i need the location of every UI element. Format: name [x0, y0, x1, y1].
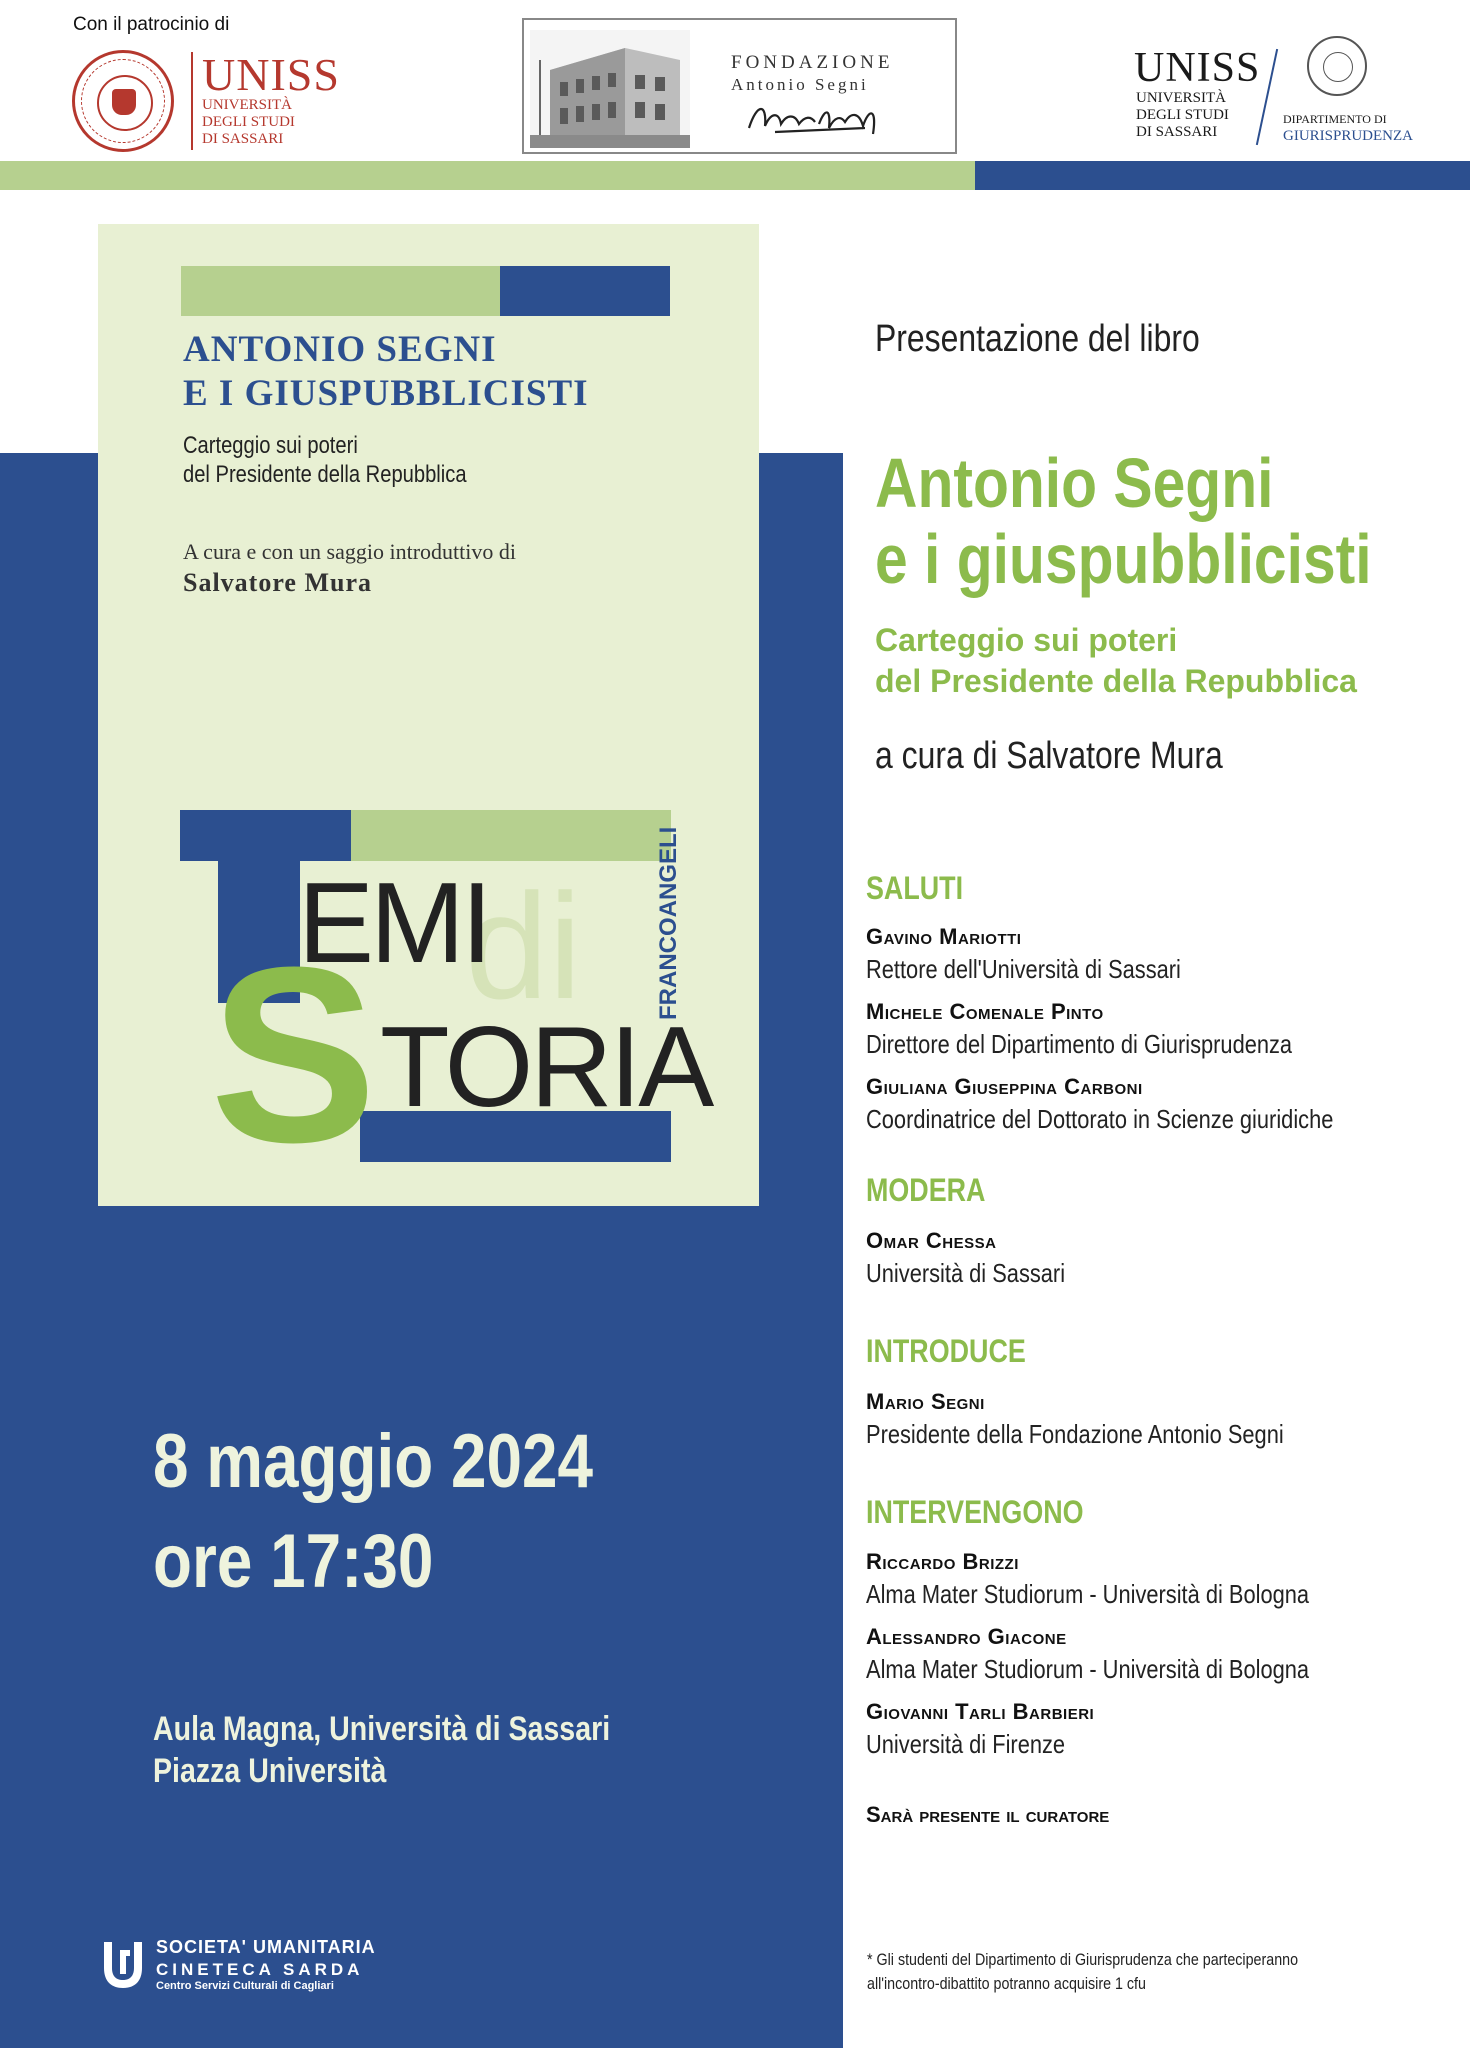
cover-curator: Salvatore Mura: [183, 568, 372, 597]
speaker-role: Alma Mater Studiorum - Università di Bologna: [866, 1579, 1310, 1609]
section-introduce: INTRODUCE: [866, 1333, 1026, 1369]
series-s: S: [210, 915, 369, 1194]
event-venue: Aula Magna, Università di Sassari: [153, 1710, 611, 1748]
cover-bar-blue: [500, 266, 670, 316]
uniss-dept-logo-line: DI SASSARI: [1136, 124, 1218, 140]
footnote-line: all'incontro-dibattito potranno acquisire 1 cfu: [867, 1974, 1146, 1993]
event-venue: Piazza Università: [153, 1752, 387, 1790]
section-saluti: SALUTI: [866, 870, 964, 906]
series-emi: EMI: [298, 860, 489, 987]
event-date: 8 maggio 2024: [153, 1419, 594, 1504]
uniss-logo-line: DI SASSARI: [202, 131, 284, 147]
logo-divider: [191, 52, 193, 150]
series-t-bar: [180, 810, 351, 861]
sponsor-name: SOCIETA' UMANITARIA: [156, 1937, 376, 1957]
uniss-dept-logo-name: UNISS: [1134, 45, 1261, 91]
book-subtitle-line: Carteggio sui poteri: [875, 622, 1178, 658]
section-modera: MODERA: [866, 1172, 986, 1208]
cover-cura: A cura e con un saggio introduttivo di: [183, 539, 516, 564]
cover-subtitle-line: del Presidente della Repubblica: [183, 461, 467, 488]
cover-title-line: ANTONIO SEGNI: [183, 329, 497, 370]
curator-note: Sarà presente il curatore: [866, 1802, 1110, 1827]
societa-umanitaria-logo-icon: [98, 1938, 148, 1990]
patrocinio-label: Con il patrocinio di: [73, 14, 230, 35]
uniss-logo-line: DEGLI STUDI: [202, 114, 295, 130]
footnote-line: * Gli studenti del Dipartimento di Giurisprudenza che parteciperanno: [867, 1950, 1299, 1969]
speaker-role: Rettore dell'Università di Sassari: [866, 954, 1181, 984]
uniss-dept-logo-line: DEGLI STUDI: [1136, 107, 1229, 123]
speaker-name: Gavino Mariotti: [866, 924, 1022, 949]
header-stripe-green: [0, 161, 975, 190]
book-title-line: e i giuspubblicisti: [875, 520, 1372, 598]
speaker-name: Giuliana Giuseppina Carboni: [866, 1074, 1143, 1099]
speaker-name: Giovanni Tarli Barbieri: [866, 1699, 1095, 1724]
publisher-logo: FRANCOANGELI: [655, 826, 682, 1020]
presentation-label: Presentazione del libro: [875, 318, 1200, 360]
speaker-role: Università di Sassari: [866, 1258, 1066, 1288]
signature-icon: [745, 98, 905, 140]
speaker-name: Omar Chessa: [866, 1228, 997, 1253]
speaker-role: Direttore del Dipartimento di Giurisprudenza: [866, 1029, 1293, 1059]
uniss-logo-name: UNISS: [202, 49, 340, 100]
cover-title-line: E I GIUSPUBBLICISTI: [183, 373, 589, 414]
header-stripe-blue: [975, 161, 1470, 190]
building-photo-icon: [530, 30, 690, 148]
fondazione-name: FONDAZIONE: [731, 52, 894, 73]
speaker-role: Alma Mater Studiorum - Università di Bologna: [866, 1654, 1310, 1684]
series-green-bar: [351, 810, 671, 861]
book-curator: a cura di Salvatore Mura: [875, 735, 1223, 777]
series-toria: TORIA: [380, 1004, 712, 1131]
section-intervengono: INTERVENGONO: [866, 1494, 1084, 1530]
university-seal-icon: [1307, 36, 1367, 96]
speaker-role: Coordinatrice del Dottorato in Scienze giuridiche: [866, 1104, 1334, 1134]
book-subtitle-line: del Presidente della Repubblica: [875, 663, 1357, 699]
sponsor-centro: Centro Servizi Culturali di Cagliari: [156, 1980, 334, 1992]
uniss-dept-logo-line: UNIVERSITÀ: [1136, 90, 1226, 106]
dipartimento-name: GIURISPRUDENZA: [1283, 128, 1414, 144]
dipartimento-label: DIPARTIMENTO DI: [1283, 112, 1387, 126]
speaker-role: Presidente della Fondazione Antonio Segni: [866, 1419, 1284, 1449]
cover-subtitle-line: Carteggio sui poteri: [183, 432, 358, 459]
cover-bar-green: [181, 266, 500, 316]
book-title-line: Antonio Segni: [875, 444, 1274, 522]
sponsor-cineteca: CINETECA SARDA: [156, 1960, 364, 1979]
fondazione-subtitle: Antonio Segni: [731, 75, 869, 94]
speaker-name: Alessandro Giacone: [866, 1624, 1067, 1649]
speaker-name: Mario Segni: [866, 1389, 985, 1414]
uniss-seal-icon: [72, 50, 174, 152]
series-di: di: [465, 862, 582, 1030]
speaker-name: Michele Comenale Pinto: [866, 999, 1104, 1024]
speaker-role: Università di Firenze: [866, 1729, 1066, 1759]
uniss-logo-line: UNIVERSITÀ: [202, 97, 292, 113]
event-time: ore 17:30: [153, 1519, 434, 1604]
speaker-name: Riccardo Brizzi: [866, 1549, 1019, 1574]
